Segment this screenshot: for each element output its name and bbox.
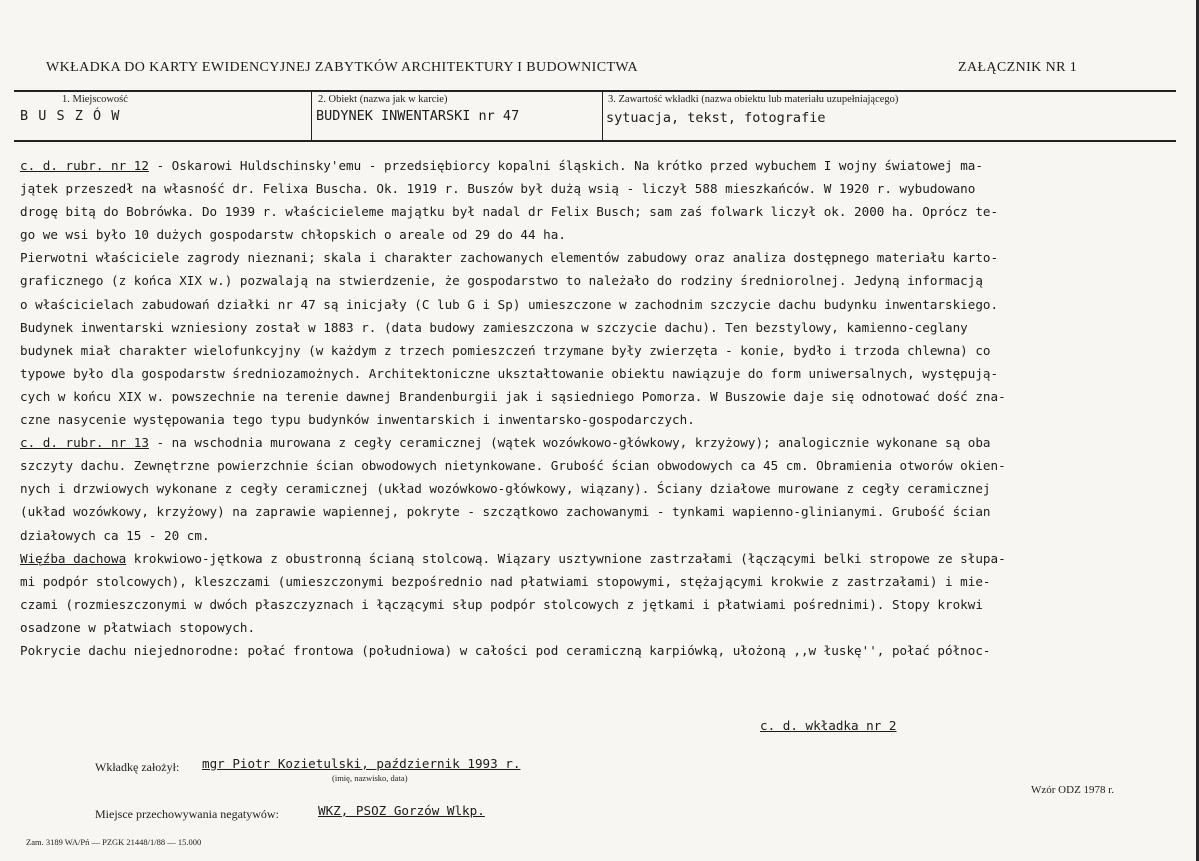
field-divider-1 [311, 92, 312, 140]
body-line-text: nych i drzwiowych wykonane z cegły ceramicznej (układ wozówkowo-główkowy, wiązany). Ściany działowe murowane z cegły ceramicznej [20, 481, 991, 497]
body-line-text: szczyty dachu. Zewnętrzne powierzchnie ścian obwodowych nietynkowane. Grubość ścian obwodowych ca 45 cm. Obramienia otworów okien- [20, 458, 1006, 474]
field-value-locality: B U S Z Ó W [20, 108, 121, 124]
body-line-text: - Oskarowi Huldschinsky'emu - przedsiębiorcy kopalni śląskich. Na krótko przed wybuchem I wojny światowej ma- [148, 158, 983, 173]
header-rule-bottom [14, 140, 1176, 142]
body-line [20, 339, 1170, 362]
body-line-text: cych w końcu XIX w. powszechnie na terenie dawnej Brandenburgii jak i sąsiedniego Pomorza. W Buszowie daje się odnotować dość zna- [20, 388, 1006, 404]
body-line [20, 269, 1170, 292]
header-rule-top [14, 90, 1176, 92]
body-line-text: drogę bitą do Bobrówka. Do 1939 r. właścicieleme majątku był nadal dr Felix Busch; sam zaś folwark liczył ok. 2000 ha. Oprócz te- [20, 204, 999, 220]
section-heading: c. d. rubr. nr 12 [20, 158, 149, 173]
body-line [20, 223, 1170, 246]
section-heading: Więźba dachowa [20, 550, 127, 566]
section-heading: c. d. rubr. nr 13 [20, 435, 149, 451]
typed-body-text [20, 154, 1170, 662]
field-value-contents: sytuacja, tekst, fotografie [606, 110, 826, 126]
body-line [20, 639, 1170, 662]
body-line [20, 570, 1170, 593]
body-line-text: osadzone w płatwiach stopowych. [20, 619, 256, 635]
body-line [20, 177, 1170, 200]
body-line [20, 593, 1170, 616]
body-line-text: graficznego (z końca XIX w.) pozwalają na stwierdzenie, że gospodarstwo to należało do rodziny średniorolnej. Jedyną informacją [20, 273, 983, 289]
founder-value: mgr Piotr Kozietulski, październik 1993 r. [202, 756, 521, 771]
body-line [20, 362, 1170, 385]
body-line [20, 431, 1170, 454]
body-line-text: krokwiowo-jętkowa z obustronną ścianą stolcową. Wiązary usztywnione zastrzałami (łączącymi belki stropowe ze słupa- [126, 550, 1006, 566]
form-title: WKŁADKA DO KARTY EWIDENCYJNEJ ZABYTKÓW ARCHITEKTURY I BUDOWNICTWA [46, 60, 638, 75]
body-line-text: go we wsi było 10 dużych gospodarstw chłopskich o areale od 29 do 44 ha. [20, 227, 566, 243]
body-line [20, 200, 1170, 223]
field-value-object: BUDYNEK INWENTARSKI nr 47 [316, 108, 520, 124]
body-line [20, 408, 1170, 431]
body-line-text: jątek przeszedł na własność dr. Felixa Buscha. Ok. 1919 r. Buszów był dużą wsią - liczył 588 mieszkańców. W 1920 r. wybudowano [20, 181, 976, 197]
body-line [20, 524, 1170, 547]
field-label-object: 2. Obiekt (nazwa jak w karcie) [318, 94, 448, 105]
body-line [20, 547, 1170, 570]
form-pattern: Wzór ODZ 1978 r. [1031, 784, 1115, 796]
body-line [20, 154, 1170, 177]
body-line-text: o właścicielach zabudowań działki nr 47 są inicjały (C lub G i Sp) umieszczone w zachodnim szczycie dachu budynku inwentarskiego. [20, 296, 999, 312]
negatives-label: Miejsce przechowywania negatywów: [95, 807, 279, 821]
founder-hint: (imię, nazwisko, data) [332, 773, 408, 783]
body-line [20, 246, 1170, 269]
body-line [20, 477, 1170, 500]
body-line-text: czne nasycenie występowania tego typu budynków inwentarskich i inwentarsko-gospodarczych. [20, 412, 695, 428]
body-line-text: działowych ca 15 - 20 cm. [20, 527, 210, 543]
body-line [20, 454, 1170, 477]
body-line-text: budynek miał charakter wielofunkcyjny (w każdym z trzech pomieszczeń trzymane były zwierzęta - konie, bydło i trzoda chlewna) co [20, 342, 991, 358]
body-line-text: typowe było dla gospodarstw średniozamożnych. Architektoniczne ukształtowanie obiektu nawiązuje do form uniwersalnych, występują- [20, 365, 999, 381]
body-line-text: Budynek inwentarski wzniesiony został w 1883 r. (data budowy zamieszczona w szczycie dachu). Ten bezstylowy, kamienno-ceglany [20, 319, 968, 335]
body-line [20, 500, 1170, 523]
body-line-text: czami (rozmieszczonymi w dwóch płaszczyznach i łączącymi słup podpór stolcowych z jętkami i płatwiami pośrednimi). Stopy krokwi [20, 596, 983, 612]
negatives-value: WKZ, PSOZ Gorzów Wlkp. [318, 803, 485, 818]
body-line-text: (układ wozówkowy, krzyżowy) na zaprawie wapiennej, pokryte - szczątkowo zachowanymi - tynkami wapienno-glinianymi. Grubość ścian [20, 504, 991, 520]
annex-number: ZAŁĄCZNIK NR 1 [958, 60, 1078, 75]
field-label-locality: 1. Miejscowość [62, 94, 128, 105]
body-line-text: Pokrycie dachu niejednorodne: połać frontowa (południowa) w całości pod ceramiczną karpiówką, ułożoną ,,w łuskę'', połać północ- [20, 642, 991, 658]
continuation-note: c. d. wkładka nr 2 [760, 718, 897, 733]
founder-label: Wkładkę założył: [95, 760, 180, 774]
field-divider-2 [602, 92, 603, 140]
body-line-text: Pierwotni właściciele zagrody nieznani; skala i charakter zachowanych elementów zabudowy oraz analiza dostępnego materiału karto- [20, 250, 999, 266]
body-line-text: mi podpór stolcowych), kleszczami (umieszczonymi bezpośrednio nad płatwiami stopowymi, stężającymi krokwie z zastrzałami) i mie- [20, 573, 991, 589]
body-line [20, 316, 1170, 339]
body-line-text: - na wschodnia murowana z cegły ceramicznej (wątek wozówkowo-główkowy, krzyżowy); analogicznie wykonane są oba [148, 435, 991, 451]
print-info: Zam. 3189 WA/Pń — PZGK 21448/1/88 — 15.000 [26, 837, 202, 847]
body-line [20, 616, 1170, 639]
body-line [20, 293, 1170, 316]
body-line [20, 385, 1170, 408]
field-label-contents: 3. Zawartość wkładki (nazwa obiektu lub materiału uzupełniającego) [608, 94, 899, 105]
